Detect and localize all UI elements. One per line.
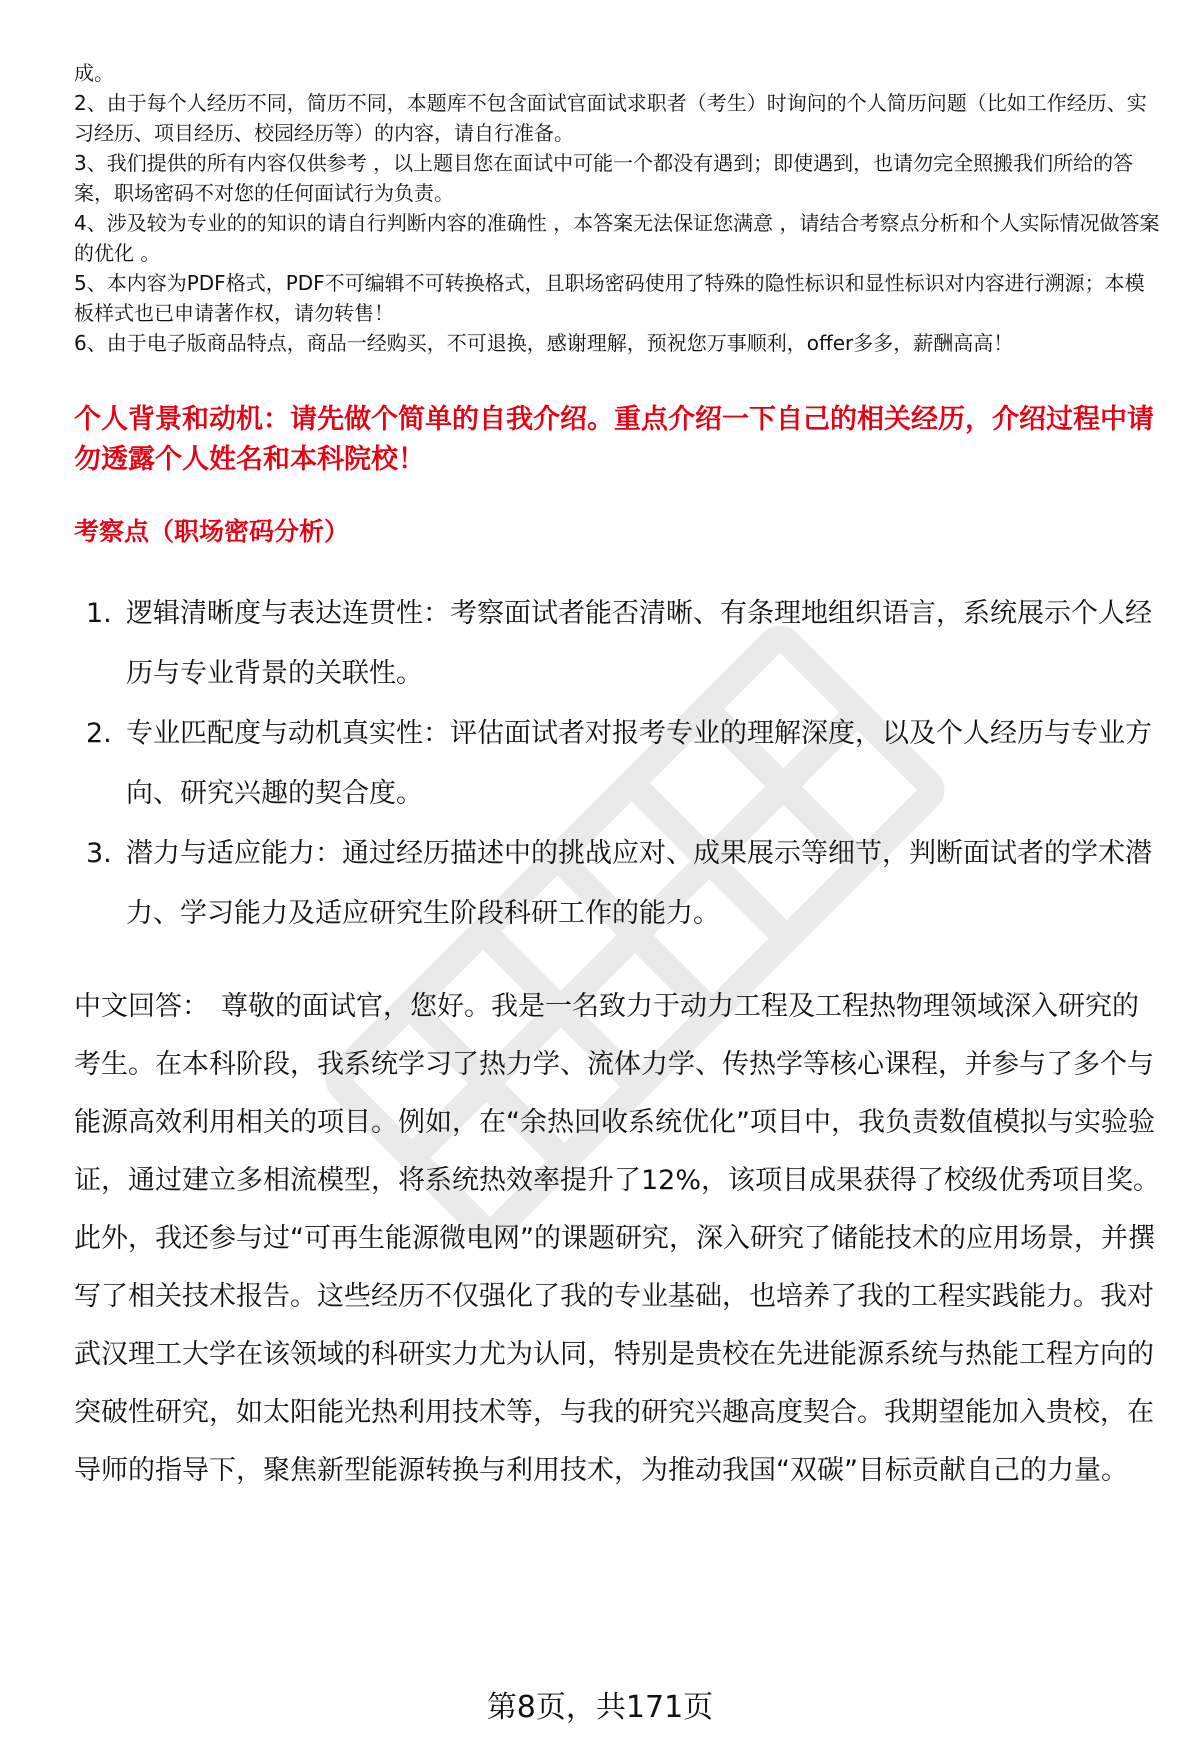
analysis-point-number: 1. xyxy=(86,598,112,629)
analysis-point-text: 逻辑清晰度与表达连贯性：考察面试者能否清晰、有条理地组织语言，系统展示个人经历与专业背景的关联性。 xyxy=(126,598,1152,689)
notice-item: 6、由于电子版商品特点，商品一经购买，不可退换，感谢理解，预祝您万事顺利，offer多多，薪酬高高！ xyxy=(74,331,1014,355)
notice-item: 4、涉及较为专业的的知识的请自行判断内容的准确性 ，本答案无法保证您满意 ，请结合考察点分析和个人实际情况做答案的优化 。 xyxy=(74,211,1160,265)
notice-item: 5、本内容为PDF格式，PDF不可编辑不可转换格式，且职场密码使用了特殊的隐性标识和显性标识对内容进行溯源；本模板样式也已申请著作权，请勿转售！ xyxy=(74,271,1145,325)
answer-paragraph xyxy=(74,978,1164,1500)
answer-label: 中文回答： xyxy=(74,991,209,1022)
analysis-point-text: 潜力与适应能力：通过经历描述中的挑战应对、成果展示等细节，判断面试者的学术潜力、学习能力及适应研究生阶段科研工作的能力。 xyxy=(126,838,1152,929)
notice-item: 3、我们提供的所有内容仅供参考 ，以上题目您在面试中可能一个都没有遇到；即使遇到，也请勿完全照搬我们所给的答案，职场密码不对您的任何面试行为负责。 xyxy=(74,151,1134,205)
notice-item: 成。 xyxy=(74,61,114,85)
notice-list xyxy=(74,58,1164,358)
question-title: 个人背景和动机：请先做个简单的自我介绍。重点介绍一下自己的相关经历，介绍过程中请勿透露个人姓名和本科院校！ xyxy=(74,404,1154,475)
analysis-point-list xyxy=(74,584,1164,944)
page-number: 第8页，共171页 xyxy=(486,1690,714,1725)
analysis-point xyxy=(74,584,1164,704)
analysis-heading: 考察点（职场密码分析） xyxy=(74,517,350,546)
analysis-point-number: 2. xyxy=(86,718,112,749)
analysis-point xyxy=(74,704,1164,824)
page-content xyxy=(74,58,1164,1500)
analysis-point-number: 3. xyxy=(86,838,112,869)
notice-item: 2、由于每个人经历不同，简历不同，本题库不包含面试官面试求职者（考生）时询问的个人简历问题（比如工作经历、实习经历、项目经历、校园经历等）的内容，请自行准备。 xyxy=(74,91,1147,145)
answer-text: 尊敬的面试官，您好。我是一名致力于动力工程及工程热物理领域深入研究的考生。在本科阶段，我系统学习了热力学、流体力学、传热学等核心课程，并参与了多个与能源高效利用相关的项目。例如，在“余热回收系统优化”项目中，我负责数值模拟与实验验证，通过建立多相流模型，将系统热效率提升了12%，该项目成果获得了校级优秀项目奖。此外，我还参与过“可再生能源微电网”的课题研究，深入研究了储能技术的应用场景，并撰写了相关技术报告。这些经历不仅强化了我的专业基础，也培养了我的工程实践能力。我对武汉理工大学在该领域的科研实力尤为认同，特别是贵校在先进能源系统与热能工程方向的突破性研究，如太阳能光热利用技术等，与我的研究兴趣高度契合。我期望能加入贵校，在导师的指导下，聚焦新型能源转换与利用技术，为推动我国“双碳”目标贡献自己的力量。 xyxy=(74,991,1161,1486)
analysis-point-text: 专业匹配度与动机真实性：评估面试者对报考专业的理解深度，以及个人经历与专业方向、研究兴趣的契合度。 xyxy=(126,718,1152,809)
analysis-point xyxy=(74,824,1164,944)
